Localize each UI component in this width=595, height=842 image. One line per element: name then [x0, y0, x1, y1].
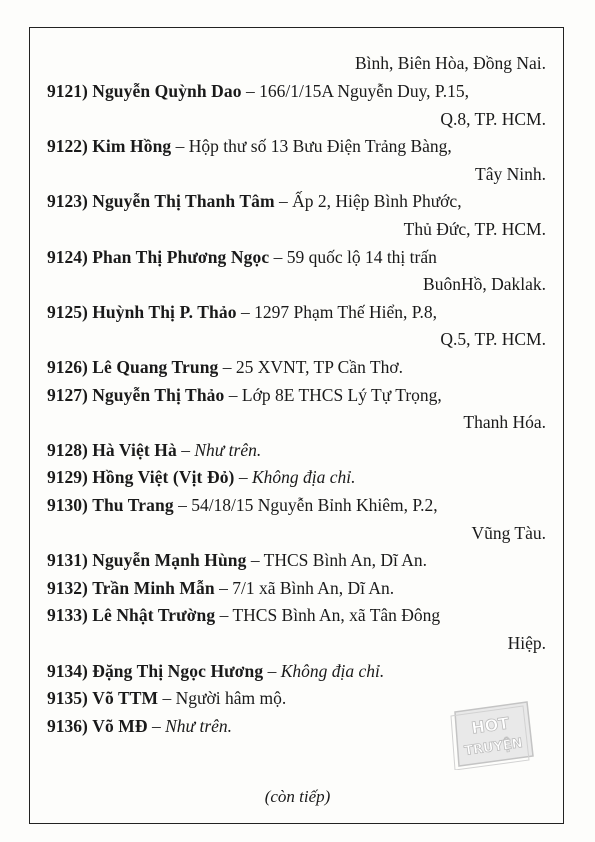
entry-number: 9122): [47, 136, 88, 157]
watermark-line2: TRUYỆN: [463, 736, 524, 760]
entry-line: [47, 494, 438, 516]
entry-name: Võ TTM: [92, 688, 159, 709]
entry-line: [47, 356, 403, 378]
entry-address-continuation: Tây Ninh.: [475, 163, 546, 184]
entry-separator: –: [269, 246, 287, 267]
entry-address: Lớp 8E THCS Lý Tự Trọng,: [241, 384, 442, 405]
entry-name: Nguyễn Quỳnh Dao: [92, 81, 242, 101]
entry-address: 25 XVNT, TP Cần Thơ.: [235, 357, 404, 377]
entry-address: Hộp thư số 13 Bưu Điện Trảng Bàng,: [188, 136, 452, 157]
entry-address: THCS Bình An, Dĩ An.: [263, 550, 428, 571]
entry-line: [47, 549, 427, 571]
entry-separator: –: [263, 660, 281, 681]
entry-name: Võ MĐ: [92, 715, 148, 736]
entry-name: Nguyễn Thị Thanh Tâm: [92, 191, 275, 212]
entry-address-continuation: Hiệp.: [507, 633, 546, 653]
entry-name: Lê Nhật Trường: [92, 605, 216, 626]
entry-address: Người hâm mộ.: [175, 688, 287, 709]
entry-name: Trần Minh Mẫn: [92, 577, 215, 598]
entry-address-continuation: Vũng Tàu.: [471, 522, 546, 543]
entry-address: THCS Bình An, xã Tân Đông: [232, 605, 441, 626]
entry-address-continuation: Q.8, TP. HCM.: [440, 108, 546, 129]
entry-name: Kim Hồng: [92, 136, 172, 157]
entry-line: [47, 190, 462, 212]
entry-separator: –: [236, 301, 255, 322]
entry-line: [47, 715, 232, 737]
entry-name: Huỳnh Thị P. Thảo: [92, 301, 237, 322]
entry-address: 54/18/15 Nguyễn Bỉnh Khiêm, P.2,: [191, 495, 438, 515]
entry-separator: –: [173, 495, 192, 515]
entry-separator: –: [234, 467, 252, 488]
entry-number: 9121): [47, 81, 88, 101]
hot-truyen-watermark-logo: [449, 698, 537, 770]
entry-separator: –: [224, 384, 242, 405]
entry-line: [47, 577, 394, 599]
entry-number: 9131): [47, 550, 88, 571]
entry-number: 9124): [47, 246, 88, 267]
entry-separator: –: [214, 577, 233, 598]
entry-number: 9125): [47, 301, 88, 322]
entry-separator: –: [215, 605, 233, 626]
continued-note: (còn tiếp): [264, 787, 331, 806]
entry-number: 9128): [47, 439, 88, 460]
entry-number: 9123): [47, 191, 88, 212]
entry-name: Hà Việt Hà: [92, 439, 177, 460]
entry-number: 9136): [47, 715, 88, 736]
entry-address-continuation: Thủ Đức, TP. HCM.: [403, 219, 546, 239]
entry-line: [47, 384, 442, 406]
entry-address: 166/1/15A Nguyễn Duy, P.15,: [259, 81, 469, 101]
entry-address: Không địa chỉ.: [280, 660, 385, 681]
entry-address: 1297 Phạm Thế Hiển, P.8,: [254, 301, 438, 322]
entry-number: 9132): [47, 577, 88, 598]
entry-separator: –: [246, 550, 264, 571]
entry-name: Phan Thị Phương Ngọc: [92, 246, 270, 267]
entry-address: 59 quốc lộ 14 thị trấn: [286, 246, 437, 267]
entry-name: Hồng Việt (Vịt Đỏ): [92, 467, 235, 488]
entry-line: [47, 80, 469, 102]
entry-name: Đặng Thị Ngọc Hương: [92, 660, 264, 681]
entry-name: Lê Quang Trung: [92, 357, 219, 377]
entry-address: 7/1 xã Bình An, Dĩ An.: [232, 577, 395, 598]
entry-address: Như trên.: [165, 715, 233, 736]
entry-number: 9130): [47, 495, 88, 515]
entry-line: [47, 301, 437, 323]
entry-address: Ấp 2, Hiệp Bình Phước,: [292, 191, 462, 212]
entry-line: [47, 604, 440, 626]
entry-number: 9129): [47, 467, 88, 488]
entry-address: Như trên.: [194, 439, 262, 460]
entry-separator: –: [274, 191, 293, 212]
top-continuation: Bình, Biên Hòa, Đồng Nai.: [354, 53, 546, 73]
entry-address-continuation: Q.5, TP. HCM.: [440, 329, 546, 350]
entry-address-continuation: BuônHồ, Daklak.: [423, 274, 546, 295]
entry-separator: –: [176, 439, 195, 460]
entry-name: Nguyễn Thị Thảo: [92, 384, 225, 405]
entry-address-continuation: Thanh Hóa.: [463, 412, 546, 433]
entry-number: 9126): [47, 357, 88, 377]
entry-separator: –: [241, 81, 260, 101]
entry-line: [47, 660, 384, 682]
entry-separator: –: [158, 688, 176, 709]
entry-name: Nguyễn Mạnh Hùng: [92, 550, 247, 571]
entry-separator: –: [218, 357, 236, 377]
entry-name: Thu Trang: [92, 495, 174, 515]
entry-line: [47, 466, 356, 488]
entry-line: [47, 439, 261, 461]
entry-number: 9134): [47, 660, 88, 681]
entry-address: Không địa chỉ.: [251, 467, 356, 488]
entry-line: [47, 135, 452, 157]
entry-separator: –: [147, 715, 166, 736]
entry-number: 9133): [47, 605, 88, 626]
watermark-line1: HOT: [470, 713, 511, 738]
entry-line: [47, 246, 437, 268]
entry-separator: –: [171, 136, 189, 157]
entry-number: 9127): [47, 384, 88, 405]
entry-number: 9135): [47, 688, 88, 709]
entry-line: [47, 687, 286, 709]
